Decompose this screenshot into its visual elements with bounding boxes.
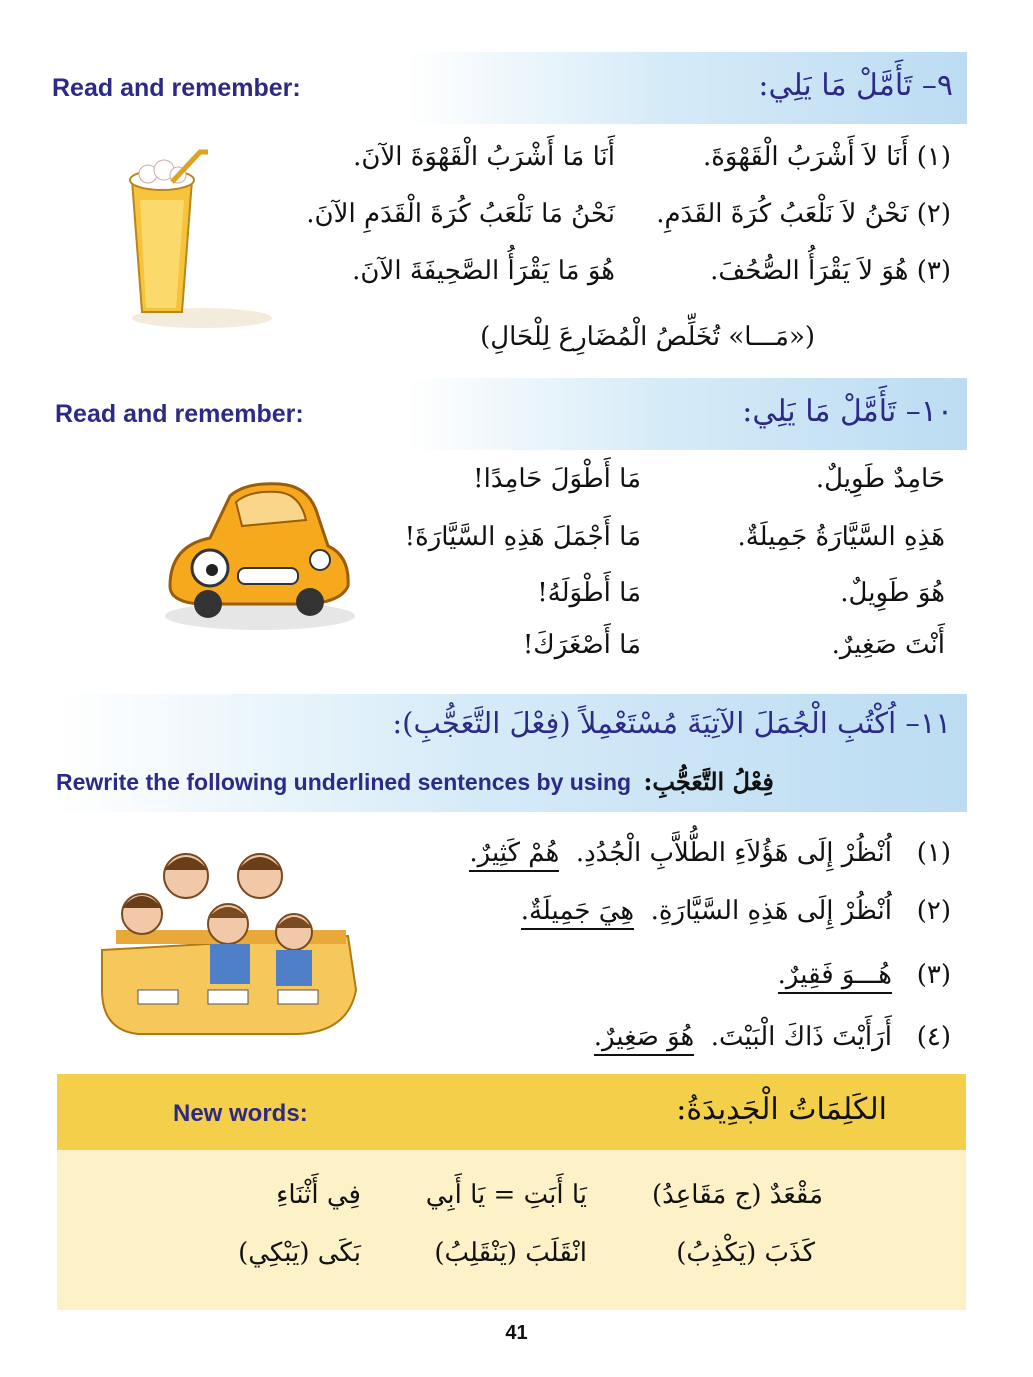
car-illustration — [150, 476, 360, 636]
section-10-english-title: Read and remember: — [55, 400, 304, 428]
section-11-arabic-title: ١١– اُكْتُبِ الْجُمَلَ الآتِيَةَ مُسْتَعْمِلاً (فِعْلَ التَّعَجُّبِ): — [392, 706, 951, 740]
s11-item-4 — [594, 1022, 951, 1052]
juice-glass-illustration — [112, 140, 272, 330]
section-11-english-text: Rewrite the following underlined sentences by using — [56, 769, 632, 795]
section-9-english-title: Read and remember: — [52, 74, 301, 102]
s11-item-4-text: أَرَأَيْتَ ذَاكَ الْبَيْتَ. — [710, 1022, 892, 1052]
s9-row2-left: نَحْنُ مَا نَلْعَبُ كُرَةَ الْقَدَمِ الآنَ. — [306, 199, 615, 229]
word-r1-c1: مَقْعَدٌ (ج مَقَاعِدُ) — [651, 1180, 823, 1210]
s11-item-1-underlined: هُمْ كَثِيرٌ. — [469, 838, 559, 872]
word-r2-c2: انْقَلَبَ (يَنْقَلِبُ) — [434, 1238, 587, 1268]
s11-item-3-num: (٣) — [916, 960, 951, 990]
s11-item-1-num: (١) — [916, 838, 951, 868]
s11-item-2-text: اُنْظُرْ إِلَى هَذِهِ السَّيَّارَةِ. — [650, 896, 892, 926]
s9-row3-right: (٣) هُوَ لاَ يَقْرَأُ الصُّحُفَ. — [710, 256, 951, 286]
s10-row2-right: هَذِهِ السَّيَّارَةُ جَمِيلَةٌ. — [737, 522, 945, 552]
s9-row1-right: (١) أَنَا لاَ أَشْرَبُ الْقَهْوَةَ. — [703, 142, 951, 172]
s10-row1-right: حَامِدٌ طَوِيلٌ. — [815, 464, 945, 494]
s10-row3-right: هُوَ طَوِيلٌ. — [840, 578, 945, 608]
s11-item-2-num: (٢) — [916, 896, 951, 926]
s11-item-1-text: اُنْظُرْ إِلَى هَؤُلاَءِ الطُّلاَّبِ الْجُدُدِ. — [575, 838, 892, 868]
new-words-english-title: New words: — [173, 1100, 308, 1127]
s10-row3-left: مَا أَطْوَلَهُ! — [537, 578, 641, 608]
word-r2-c1: كَذَبَ (يَكْذِبُ) — [676, 1238, 815, 1268]
new-words-arabic-title: الكَلِمَاتُ الْجَدِيدَةُ: — [676, 1092, 887, 1127]
s10-row4-right: أَنْتَ صَغِيرٌ. — [831, 630, 945, 660]
s9-row1-left: أَنَا مَا أَشْرَبُ الْقَهْوَةَ الآنَ. — [353, 142, 615, 172]
word-r1-c3: فِي أَثْنَاءِ — [276, 1180, 361, 1210]
s11-item-3 — [778, 960, 951, 990]
word-r2-c3: بَكَى (يَبْكِي) — [238, 1238, 361, 1268]
s11-item-1 — [469, 838, 951, 868]
section-11-english-arabic-term: فِعْلُ التَّعَجُّبِ: — [643, 767, 774, 796]
s9-note: («مَـــا» تُخَلِّصُ الْمُضَارِعَ لِلْحَالِ) — [480, 322, 815, 352]
page-number: 41 — [505, 1322, 528, 1344]
s11-item-4-num: (٤) — [916, 1022, 951, 1052]
section-9-arabic-title: ٩– تَأَمَّلْ مَا يَلِي: — [758, 68, 953, 103]
section-11-english-title — [56, 767, 774, 796]
word-r1-c2: يَا أَبَتِ = يَا أَبِي — [425, 1180, 587, 1210]
s9-row3-left: هُوَ مَا يَقْرَأُ الصَّحِيفَةَ الآنَ. — [352, 256, 615, 286]
s9-row2-right: (٢) نَحْنُ لاَ نَلْعَبُ كُرَةَ القَدَمِ. — [656, 199, 951, 229]
s11-item-4-underlined: هُوَ صَغِيرٌ. — [594, 1022, 694, 1056]
s11-item-2-underlined: هِيَ جَمِيلَةٌ. — [521, 896, 634, 930]
s11-item-3-underlined: هُـــوَ فَقِيرٌ. — [778, 960, 892, 994]
section-10-arabic-title: ١٠– تَأَمَّلْ مَا يَلِي: — [742, 394, 953, 429]
s10-row4-left: مَا أَصْغَرَكَ! — [522, 630, 641, 660]
s10-row1-left: مَا أَطْوَلَ حَامِدًا! — [473, 464, 641, 494]
classroom-illustration — [98, 840, 360, 1036]
s11-item-2 — [521, 896, 951, 926]
s10-row2-left: مَا أَجْمَلَ هَذِهِ السَّيَّارَةَ! — [404, 522, 641, 552]
